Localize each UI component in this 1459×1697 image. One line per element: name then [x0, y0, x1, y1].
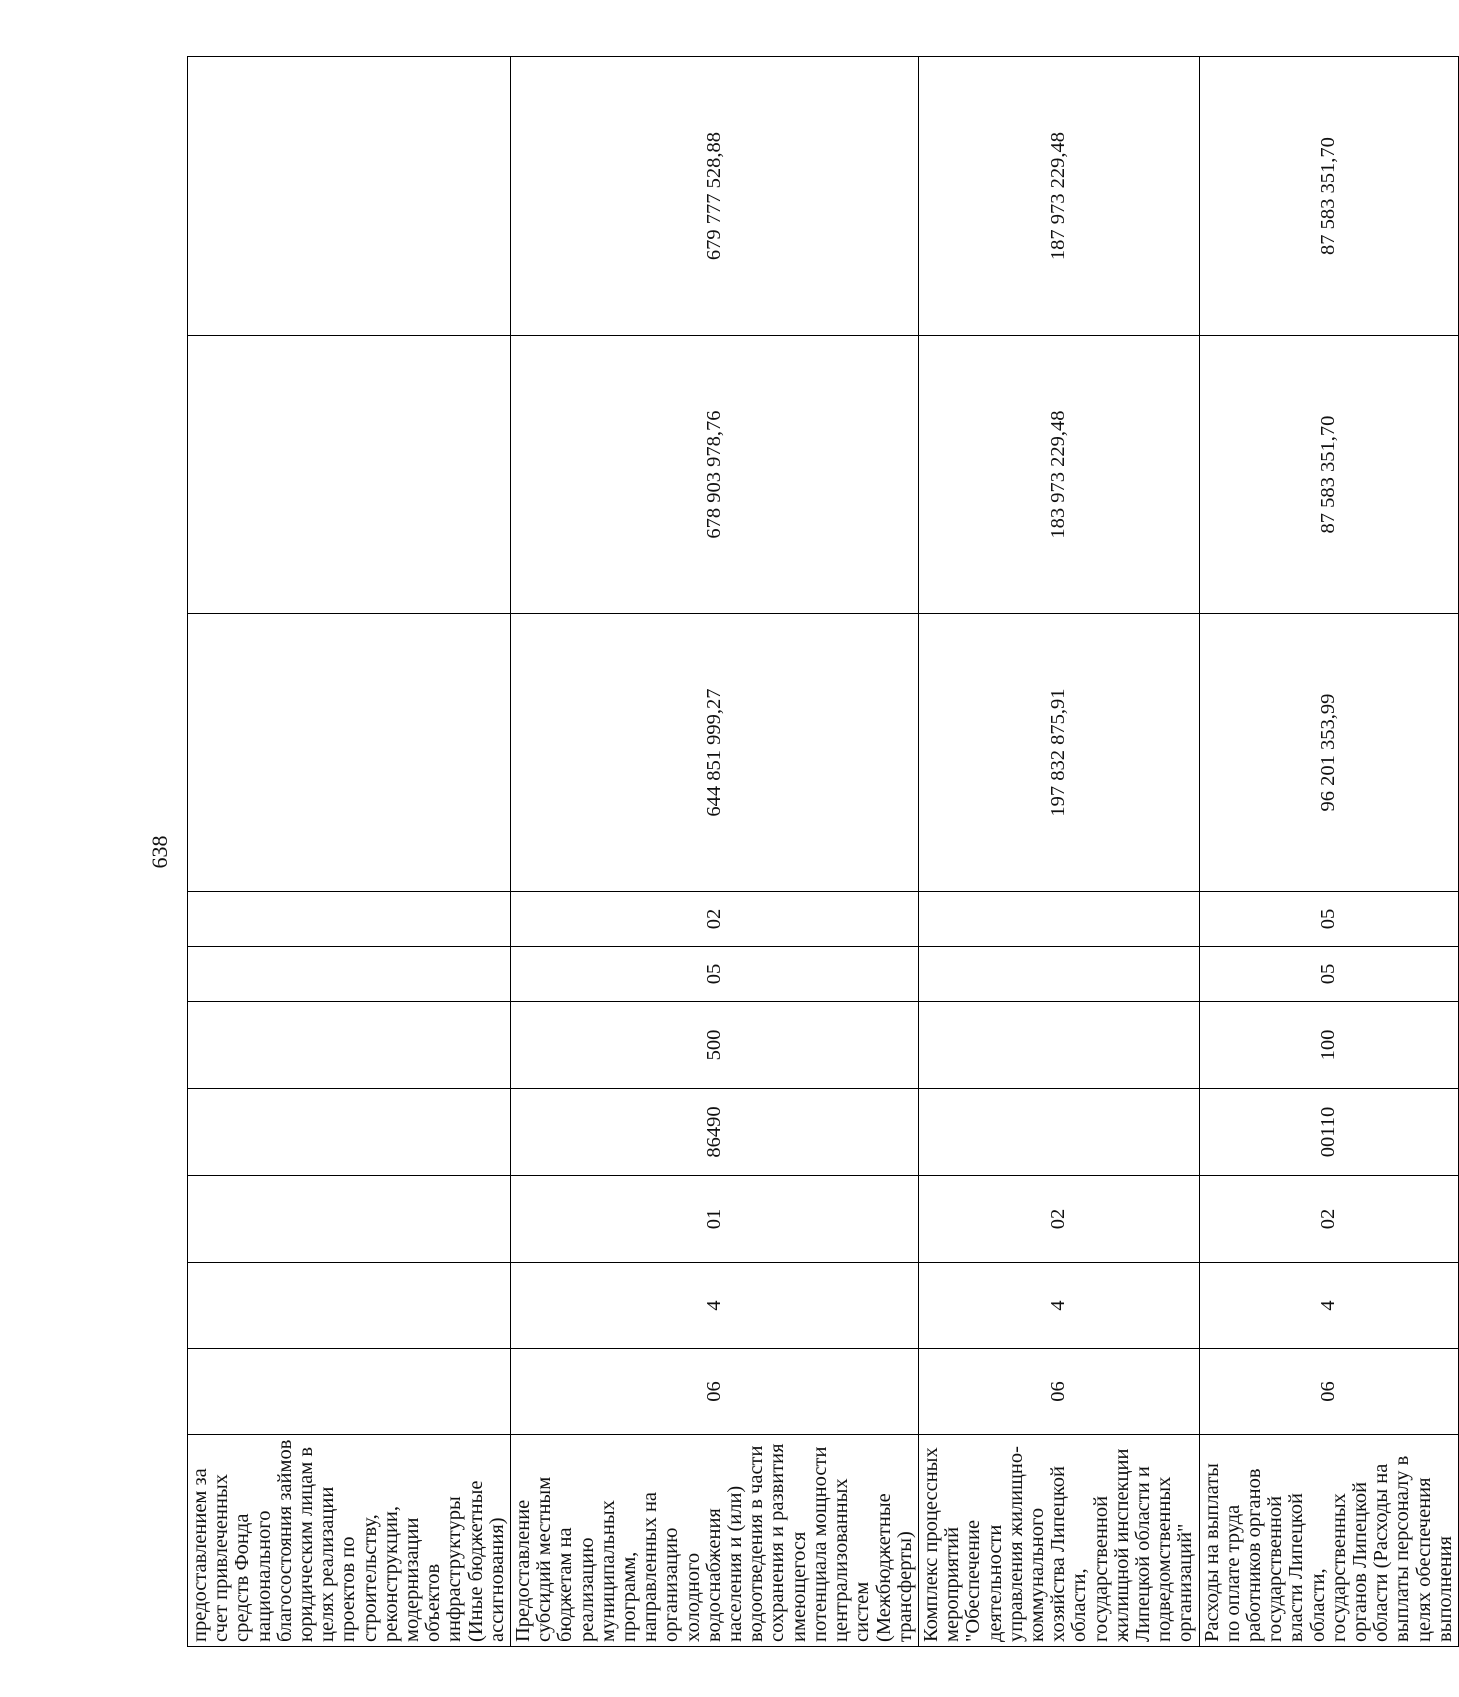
sum-year-3: 187 973 229,48 — [918, 57, 1199, 336]
sum-year-2: 87 583 351,70 — [1199, 336, 1458, 614]
gp-code: 06 — [918, 1349, 1199, 1435]
direction-code: 86490 — [511, 1089, 919, 1176]
page-number: 638 — [147, 835, 172, 869]
pp-code: 4 — [918, 1263, 1199, 1349]
sum-year-3: 87 583 351,70 — [1199, 57, 1458, 336]
gp-code: 06 — [1199, 1349, 1458, 1435]
main-event-code: 02 — [1199, 1176, 1458, 1263]
section-code: 05 — [1199, 947, 1458, 1002]
subsection-code: 05 — [1199, 892, 1458, 947]
sum-year-3: 679 777 528,88 — [511, 57, 919, 336]
table-row — [188, 57, 511, 1647]
pp-code: 4 — [511, 1263, 919, 1349]
table-row — [511, 57, 919, 1647]
gp-code — [188, 1349, 511, 1435]
section-code: 05 — [511, 947, 919, 1002]
table-row — [918, 57, 1199, 1647]
pp-code: 4 — [1199, 1263, 1458, 1349]
direction-code — [188, 1089, 511, 1176]
expense-type-code: 500 — [511, 1002, 919, 1089]
row-description: предоставлением за счет привлеченных средств Фонда национального благосостояния займов юридическим лицам в целях реализации проектов по строительству, реконструкции, модернизации объектов инфраструктуры (Иные бюджетные ассигнования) — [188, 1435, 511, 1647]
sum-year-1: 197 832 875,91 — [918, 614, 1199, 892]
sum-year-2: 183 973 229,48 — [918, 336, 1199, 614]
row-description: Расходы на выплаты по оплате труда работников органов государственной власти Липецкой области, государственных органов Липецкой области (Расходы на выплаты персоналу в целях обеспечения выполнения — [1199, 1435, 1458, 1647]
section-code — [918, 947, 1199, 1002]
main-event-code — [188, 1176, 511, 1263]
gp-code: 06 — [511, 1349, 919, 1435]
expense-type-code — [918, 1002, 1199, 1089]
budget-table — [187, 56, 1459, 1647]
subsection-code: 02 — [511, 892, 919, 947]
section-code — [188, 947, 511, 1002]
table-row — [1199, 57, 1458, 1647]
sum-year-2 — [188, 336, 511, 614]
sum-year-1: 644 851 999,27 — [511, 614, 919, 892]
expense-type-code: 100 — [1199, 1002, 1458, 1089]
sum-year-2: 678 903 978,76 — [511, 336, 919, 614]
subsection-code — [918, 892, 1199, 947]
row-description: Комплекс процессных мероприятий "Обеспечение деятельности управления жилищно-коммунального хозяйства Липецкой области, государственной жилищной инспекции Липецкой области и подведомственных организаций" — [918, 1435, 1199, 1647]
main-event-code: 01 — [511, 1176, 919, 1263]
direction-code: 00110 — [1199, 1089, 1458, 1176]
sum-year-1 — [188, 614, 511, 892]
main-event-code: 02 — [918, 1176, 1199, 1263]
pp-code — [188, 1263, 511, 1349]
expense-type-code — [188, 1002, 511, 1089]
row-description: Предоставление субсидий местным бюджетам на реализацию муниципальных программ, направленных на организацию холодного водоснабжения населения и (или) водоотведения в части сохранения и развития имеющегося потенциала мощности централизованных систем (Межбюджетные трансферты) — [511, 1435, 919, 1647]
subsection-code — [188, 892, 511, 947]
sum-year-1: 96 201 353,99 — [1199, 614, 1458, 892]
sum-year-3 — [188, 57, 511, 336]
rotated-page-content — [133, 57, 1456, 1647]
direction-code — [918, 1089, 1199, 1176]
